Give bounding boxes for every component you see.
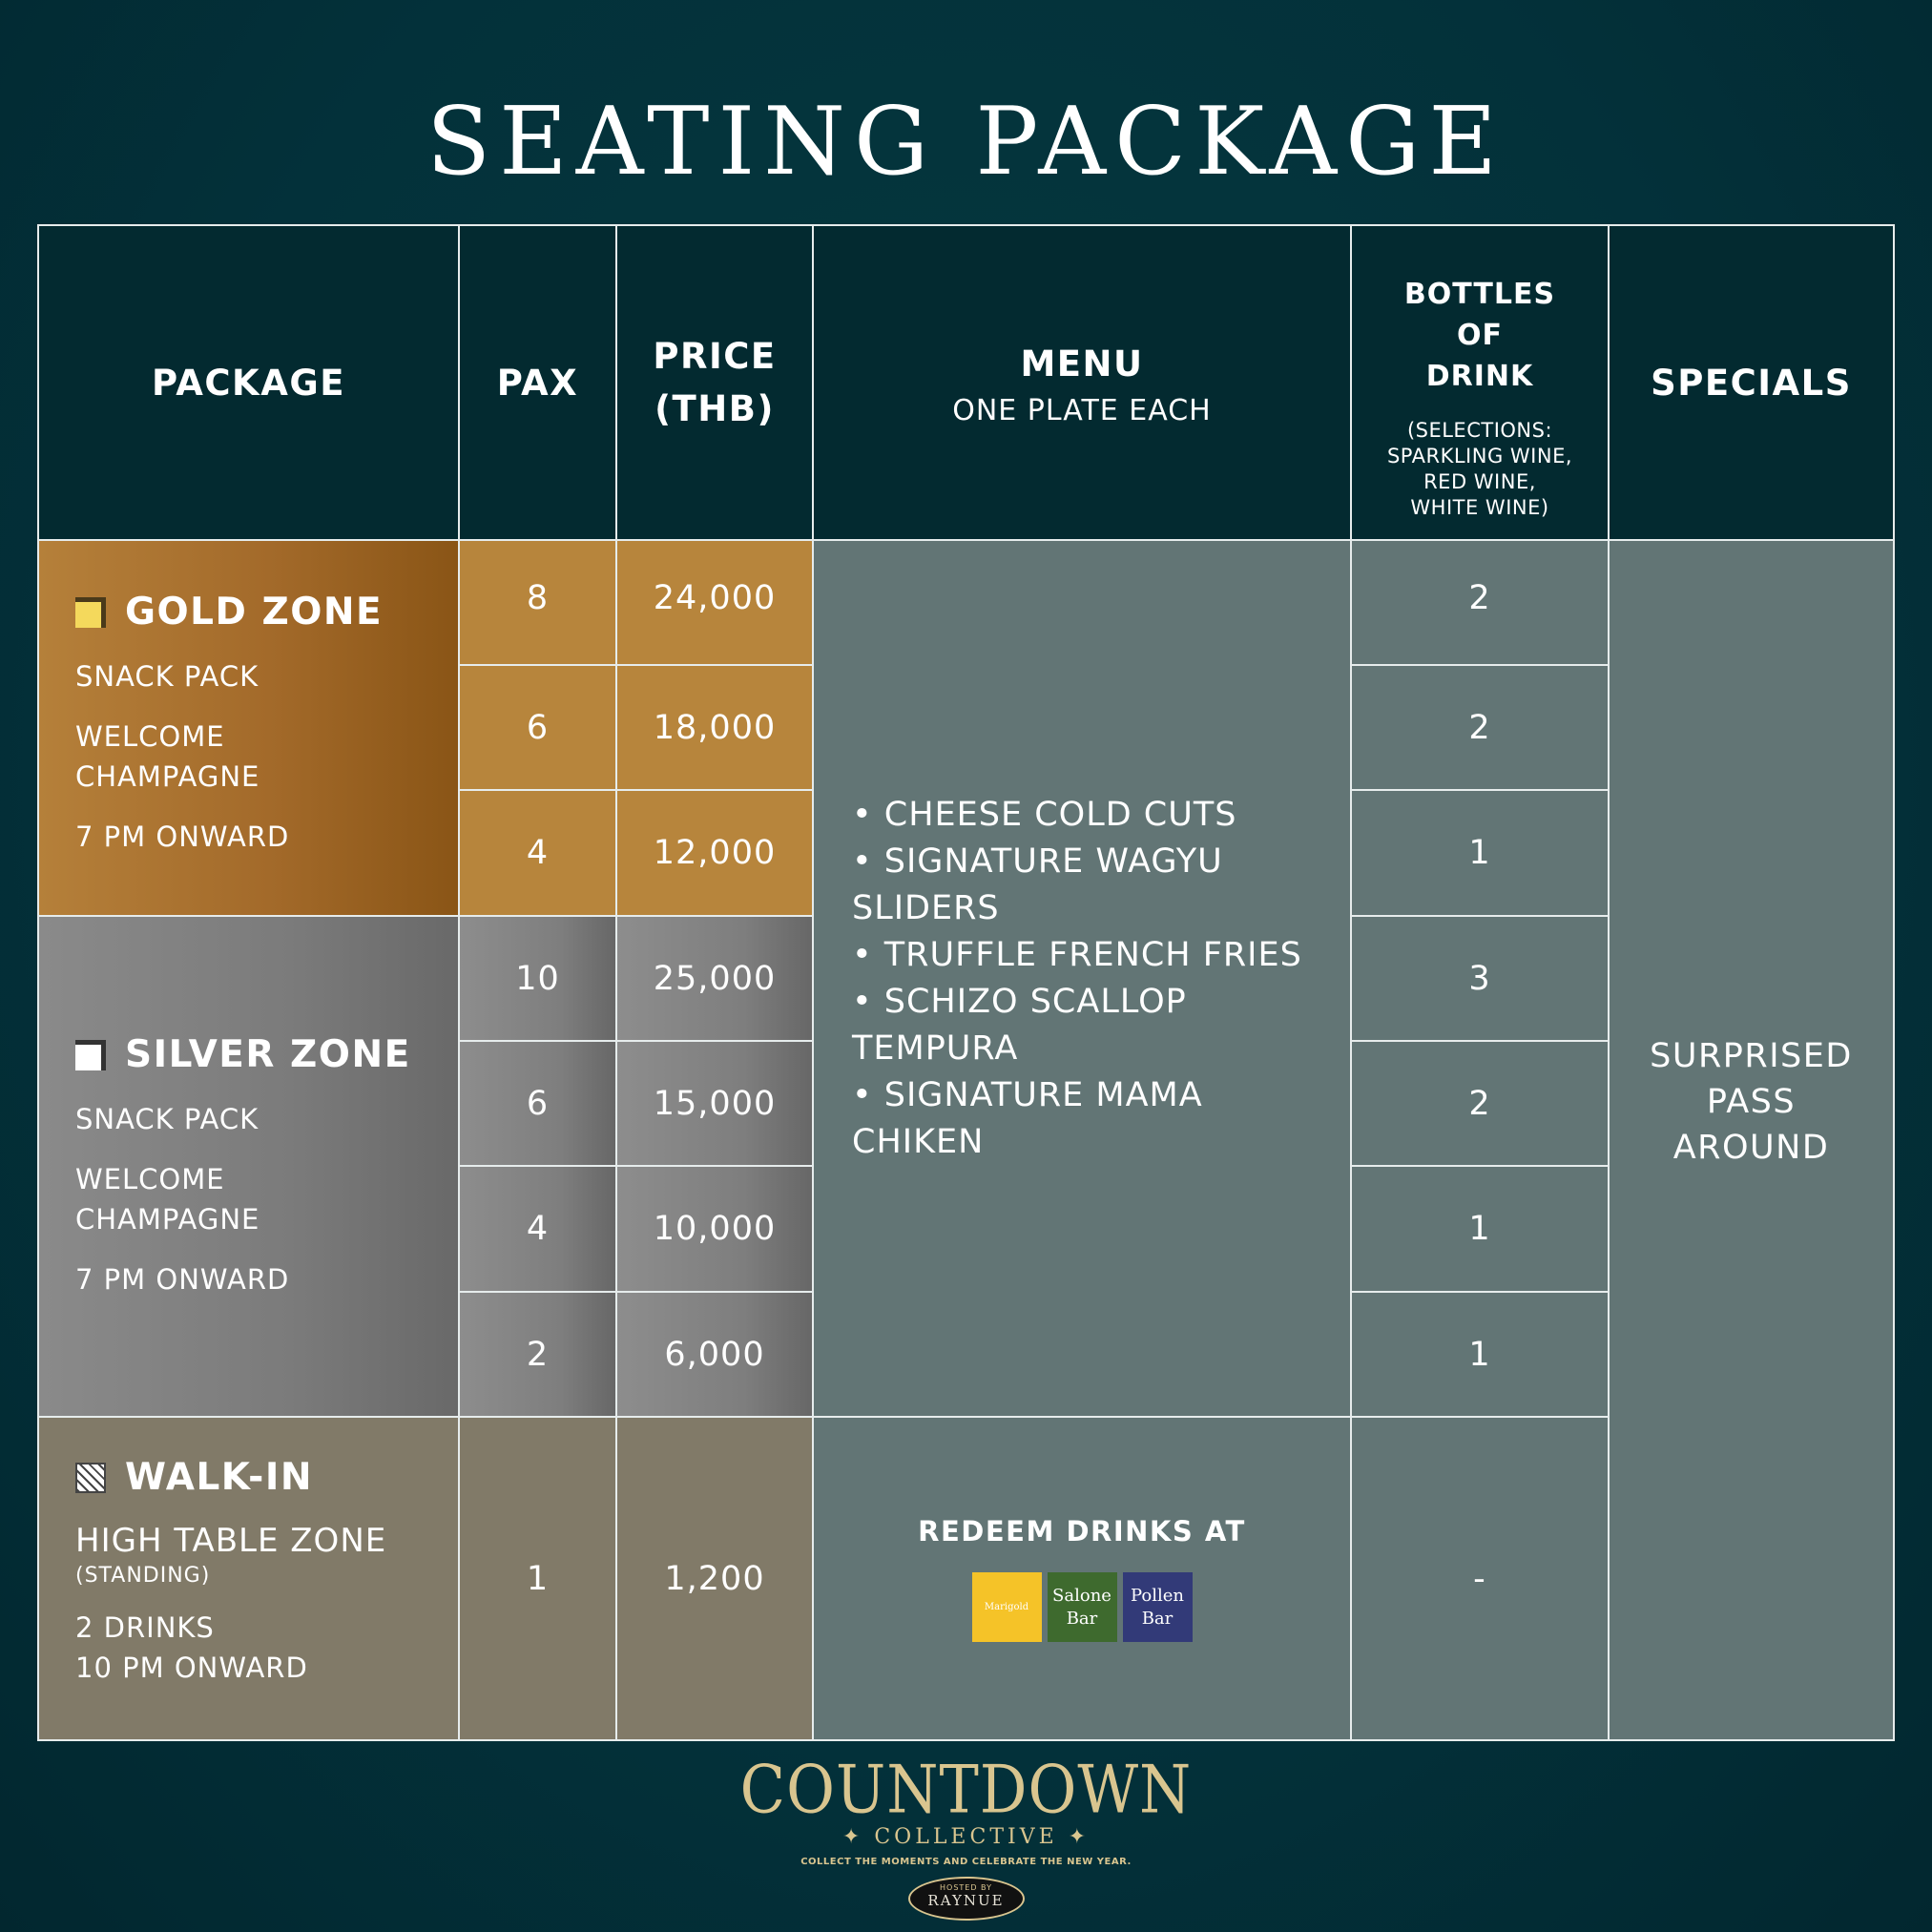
silver-bottles-4: 1 — [1350, 1291, 1610, 1418]
pollen-logo-line1: Pollen — [1131, 1585, 1184, 1606]
silver-zone-name: SILVER ZONE — [125, 1033, 411, 1076]
page-title: SEATING PACKAGE — [426, 88, 1506, 197]
header-bottles-line2: OF — [1456, 318, 1503, 352]
silver-snack-pack: SNACK PACK — [75, 1103, 260, 1135]
gold-pax-1: 8 — [458, 539, 617, 666]
silver-price-1: 25,000 — [615, 915, 814, 1042]
walkin-name: WALK-IN — [125, 1456, 313, 1499]
menu-item-4: • SCHIZO SCALLOP TEMPURA — [852, 982, 1187, 1068]
redeem-label: REDEEM DRINKS AT — [918, 1515, 1246, 1548]
silver-price-2: 15,000 — [615, 1040, 814, 1167]
header-menu-label: MENU — [1020, 343, 1144, 384]
hosted-by-badge — [908, 1877, 1025, 1921]
walkin-drinks: 2 DRINKS — [75, 1611, 215, 1644]
header-package — [37, 224, 460, 541]
gold-champagne: CHAMPAGNE — [75, 760, 260, 793]
gold-snack-pack: SNACK PACK — [75, 660, 260, 693]
gold-bottles-1: 2 — [1350, 539, 1610, 666]
salone-logo-line2: Bar — [1066, 1608, 1098, 1629]
menu-cell — [812, 539, 1352, 1418]
header-bottles-red: RED WINE, — [1423, 469, 1536, 493]
menu-item-2: • SIGNATURE WAGYU SLIDERS — [852, 841, 1223, 927]
header-specials-label: SPECIALS — [1651, 362, 1852, 404]
header-menu — [812, 224, 1352, 541]
menu-item-3: • TRUFFLE FRENCH FRIES — [852, 935, 1302, 974]
silver-bottles-2: 2 — [1350, 1040, 1610, 1167]
gold-price-2: 18,000 — [615, 664, 814, 791]
walkin-high-table: HIGH TABLE ZONE — [75, 1522, 387, 1560]
pollen-bar-logo — [1123, 1572, 1193, 1642]
specials-line2: PASS — [1706, 1083, 1797, 1121]
header-pax-label: PAX — [496, 362, 579, 404]
menu-list — [814, 792, 1350, 1166]
gold-pax-3: 4 — [458, 789, 617, 917]
silver-champagne: CHAMPAGNE — [75, 1203, 260, 1236]
specials-line1: SURPRISED — [1650, 1037, 1853, 1075]
specials-cell — [1608, 539, 1895, 1741]
header-bottles-white: WHITE WINE) — [1410, 495, 1549, 519]
gold-price-3: 12,000 — [615, 789, 814, 917]
specials-line3: AROUND — [1672, 1129, 1830, 1167]
header-price-unit: (THB) — [654, 388, 775, 429]
silver-price-4: 6,000 — [615, 1291, 814, 1418]
menu-item-5: • SIGNATURE MAMA CHIKEN — [852, 1075, 1203, 1161]
header-package-label: PACKAGE — [152, 362, 345, 404]
gold-bottles-3: 1 — [1350, 789, 1610, 917]
gold-pax-2: 6 — [458, 664, 617, 791]
silver-square-icon — [75, 1040, 106, 1070]
salone-logo-line1: Salone — [1052, 1585, 1111, 1606]
gold-welcome: WELCOME — [75, 720, 225, 753]
venue-logos — [972, 1572, 1193, 1642]
silver-pax-4: 2 — [458, 1291, 617, 1418]
gold-bottles-2: 2 — [1350, 664, 1610, 791]
silver-zone-package — [37, 915, 460, 1418]
walkin-pattern-icon — [75, 1463, 106, 1493]
brand-sub: ✦ COLLECTIVE ✦ — [841, 1825, 1091, 1849]
header-bottles-line3: DRINK — [1425, 359, 1534, 393]
silver-price-3: 10,000 — [615, 1165, 814, 1293]
header-price — [615, 224, 814, 541]
gold-zone-package — [37, 539, 460, 917]
silver-bottles-3: 1 — [1350, 1165, 1610, 1293]
hosted-by-label: HOSTED BY — [940, 1883, 992, 1892]
gold-square-icon — [75, 597, 106, 628]
header-bottles-line1: BOTTLES — [1403, 277, 1556, 311]
silver-pax-1: 10 — [458, 915, 617, 1042]
gold-zone-name: GOLD ZONE — [125, 591, 384, 634]
header-pax — [458, 224, 617, 541]
header-price-label: PRICE — [653, 336, 777, 377]
salone-bar-logo — [1048, 1572, 1117, 1642]
brand-tagline: COLLECT THE MOMENTS AND CELEBRATE THE NEW YEAR. — [800, 1857, 1132, 1867]
header-bottles-selections: (SELECTIONS: — [1406, 418, 1553, 442]
gold-price-1: 24,000 — [615, 539, 814, 666]
host-name: RAYNUE — [927, 1892, 1005, 1909]
walkin-standing: (STANDING) — [75, 1564, 211, 1588]
walkin-bottles: - — [1350, 1416, 1610, 1741]
marigold-logo — [972, 1572, 1042, 1642]
walkin-time: 10 PM ONWARD — [75, 1652, 308, 1684]
event-brand — [0, 1750, 1932, 1921]
silver-pax-2: 6 — [458, 1040, 617, 1167]
header-specials — [1608, 224, 1895, 541]
header-menu-sub: ONE PLATE EACH — [952, 394, 1212, 427]
menu-item-1: • CHEESE COLD CUTS — [852, 795, 1237, 834]
silver-bottles-1: 3 — [1350, 915, 1610, 1042]
header-bottles-sparkling: SPARKLING WINE, — [1386, 444, 1573, 467]
header-bottles — [1350, 224, 1610, 541]
walkin-pax: 1 — [458, 1416, 617, 1741]
silver-pax-3: 4 — [458, 1165, 617, 1293]
silver-time: 7 PM ONWARD — [75, 1263, 290, 1296]
silver-welcome: WELCOME — [75, 1163, 225, 1195]
brand-name: COUNTDOWN — [739, 1750, 1193, 1829]
walkin-price: 1,200 — [615, 1416, 814, 1741]
walkin-redeem-cell — [812, 1416, 1352, 1741]
gold-time: 7 PM ONWARD — [75, 821, 290, 853]
pollen-logo-line2: Bar — [1141, 1608, 1174, 1629]
marigold-logo-text: Marigold — [984, 1601, 1029, 1612]
seating-package-table — [37, 224, 1895, 1741]
walkin-package — [37, 1416, 460, 1741]
